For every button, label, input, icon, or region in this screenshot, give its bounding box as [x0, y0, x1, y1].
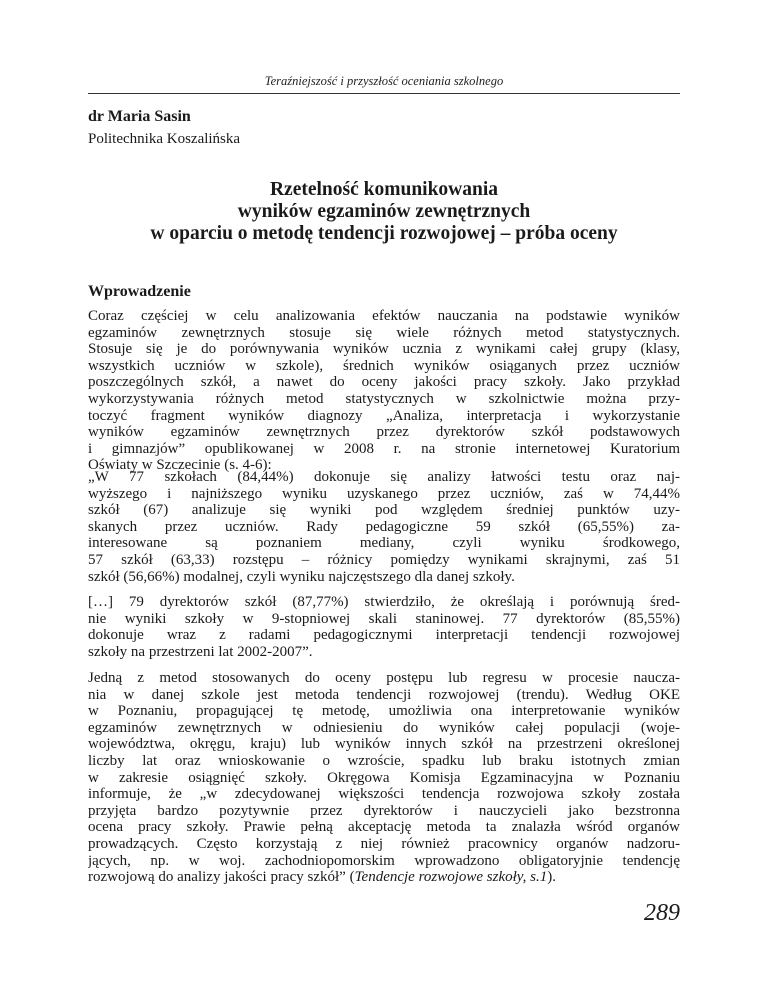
text-line: i gimnazjów” opublikowanej w 2008 r. na stronie internetowej Kuratorium — [88, 440, 680, 457]
text-line: poszczególnych szkół, a nawet do oceny jakości pracy szkoły. Jako przykład — [88, 374, 680, 391]
citation-prefix: rozwojową do analizy jakości pracy szkół” ( — [88, 869, 355, 886]
text-line: skanych przez uczniów. Rady pedagogiczne 59 szkół (65,55%) za- — [88, 518, 680, 535]
text-line: Coraz częściej w celu analizowania efektów nauczania na podstawie wyników — [88, 308, 680, 324]
text-line: województwa, okręgu, kraju) lub wyników innych szkół na przestrzeni określonej — [88, 736, 680, 753]
title-line: wyników egzaminów zewnętrznych — [237, 201, 531, 222]
text-line: […] 79 dyrektorów szkół (87,77%) stwierdziło, że określają i porównują śred- — [88, 594, 680, 610]
text-line: „W 77 szkołach (84,44%) dokonuje się analizy łatwości testu oraz naj- — [88, 469, 680, 485]
article-title — [88, 179, 680, 245]
text-line: dokonuje wraz z radami pedagogicznymi interpretacji tendencji rozwojowej — [88, 627, 680, 644]
text-line: 57 szkół (63,33) rozstępu – różnicy pomiędzy wynikami skrajnymi, zaś 51 — [88, 551, 680, 568]
text-line: szkół (56,66%) modalnej, czyli wyniku najczęstszego dla danej szkoły. — [88, 568, 515, 585]
text-line: liczby lat oraz wnioskowanie o wzroście, spadku lub braku istotnych zmian — [88, 752, 680, 769]
text-line: szkół (67) analizuje się wyniki pod względem średniej punktów uzy- — [88, 502, 680, 519]
text-line: informuje, że „w zdecydowanej większości tendencja rozwojowa szkoły została — [88, 786, 680, 803]
running-header: Teraźniejszość i przyszłość oceniania szkolnego — [264, 74, 504, 88]
paragraph-quote-1 — [88, 469, 680, 585]
section-heading: Wprowadzenie — [88, 283, 191, 300]
text-line: jących, np. w woj. zachodniopomorskim wprowadzono obligatoryjnie tendencję — [88, 852, 680, 869]
author-name: dr Maria Sasin — [88, 108, 191, 125]
paragraph-trend-method — [88, 670, 680, 886]
text-line: wyników egzaminów zewnętrznych przez dyrektorów szkół podstawowych — [88, 424, 680, 441]
text-line: toczyć fragment wyników diagnozy „Analiza, interpretacja i wykorzystanie — [88, 407, 680, 424]
text-line: wykorzystywania różnych metod statystycznych w szkolnictwie można przy- — [88, 390, 680, 407]
citation-suffix: ). — [547, 869, 556, 886]
text-line: wyższego i najniższego wyniku uzyskanego przez uczniów, zaś w 74,44% — [88, 485, 680, 502]
text-line: Oświaty w Szczecinie (s. 4-6): — [88, 457, 272, 474]
citation-source-title: Tendencje rozwojowe szkoły, s.1 — [354, 869, 548, 886]
paragraph-quote-2 — [88, 594, 680, 660]
text-line: nia w danej szkole jest metoda tendencji rozwojowej (trendu). Według OKE — [88, 686, 680, 703]
text-line: Stosuje się je do porównywania wyników ucznia z wynikami całej grupy (klasy, — [88, 341, 680, 358]
text-line: w Poznaniu, propagującej tę metodę, umożliwia ona interpretowanie wyników — [88, 703, 680, 720]
text-line: interesowane są poznaniem mediany, czyli wyniku środkowego, — [88, 535, 680, 552]
text-line: szkoły na przestrzeni lat 2002-2007”. — [88, 643, 313, 660]
text-line: w zakresie osiągnięć szkoły. Okręgowa Komisja Egzaminacyjna w Poznaniu — [88, 769, 680, 786]
author-affiliation: Politechnika Koszalińska — [88, 131, 241, 147]
title-line: w oparciu o metodę tendencji rozwojowej – próba oceny — [150, 223, 618, 244]
text-line: egzaminów zewnętrznych w odniesieniu do wyników całej populacji (woje- — [88, 719, 680, 736]
text-line: ocena pracy szkoły. Prawie pełną akceptację metoda ta znalazła wśród organów — [88, 819, 680, 836]
text-line: nie wyniki szkoły w 9-stopniowej skali staninowej. 77 dyrektorów (85,55%) — [88, 610, 680, 627]
title-line: Rzetelność komunikowania — [269, 179, 499, 200]
text-line: egzaminów zewnętrznych stosuje się wiele różnych metod statystycznych. — [88, 324, 680, 341]
text-line-citation — [88, 869, 680, 886]
text-line: Jedną z metod stosowanych do oceny postępu lub regresu w procesie naucza- — [88, 670, 680, 686]
text-line: prowadzących. Często korzystają z niej również pracownicy organów nadzoru- — [88, 835, 680, 852]
page-number: 289 — [644, 900, 680, 926]
paragraph-intro — [88, 308, 680, 474]
text-line: przyjęta bardzo pozytywnie przez dyrektorów i nauczycieli jako bezstronna — [88, 802, 680, 819]
text-line: wszystkich uczniów w szkole), średnich wyników osiąganych przez uczniów — [88, 357, 680, 374]
header-rule — [88, 93, 680, 94]
